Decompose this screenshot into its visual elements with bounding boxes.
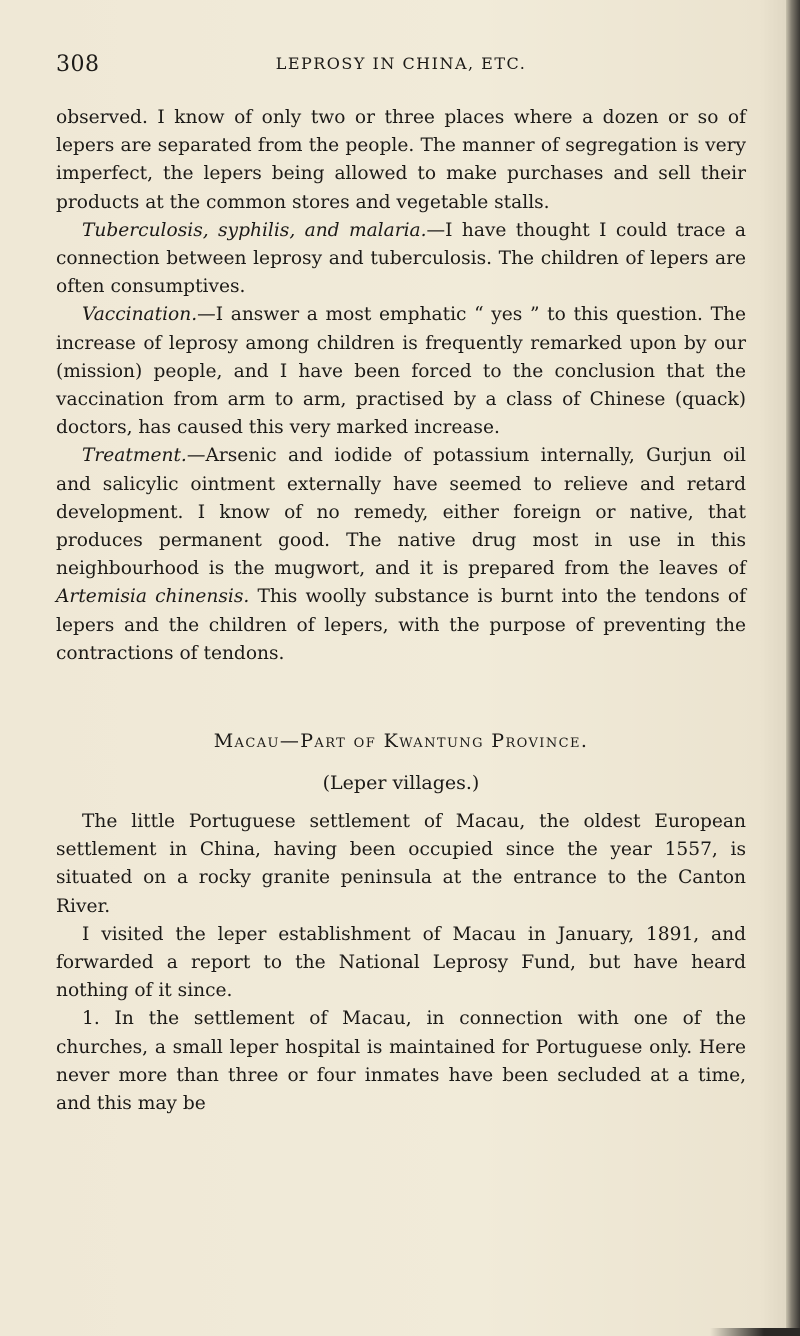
- page-header: [56, 52, 746, 88]
- page-body: [56, 104, 746, 1118]
- paragraph-text: —Arsenic and iodide of potassium internally, Gurjun oil and salicylic ointment externally have seemed to relieve and retard development. I know of no remedy, either foreign or native, that produces permanent good. The native drug most in use in this neighbourhood is the mugwort, and it is prepared from the leaves of: [56, 445, 746, 580]
- section-title: Macau—Part of Kwantung Province.: [213, 730, 589, 753]
- paragraph-text: This woolly substance is burnt into the tendons of lepers and the children of lepers, with the purpose of preventing the contractions of tendons.: [56, 586, 746, 664]
- paragraph-macau-hospital: 1. In the settlement of Macau, in connection with one of the churches, a small leper hospital is maintained for Portuguese only. Here never more than three or four inmates have been secluded at a time, and this may be: [56, 1008, 746, 1115]
- paragraph-text: observed. I know of only two or three places where a dozen or so of lepers are separated from the people. The manner of segregation is very imperfect, the lepers being allowed to make purchases and sell their products at the common stores and vegetable stalls.: [56, 107, 746, 213]
- paragraph-macau-intro: The little Portuguese settlement of Macau, the oldest European settlement in China, having been occupied since the year 1557, is situated on a rocky granite peninsula at the entrance to the Canton River.: [56, 811, 746, 917]
- paragraph-tuberculosis: [56, 217, 746, 302]
- paragraph-segregation: [56, 104, 746, 217]
- page-number: 308: [56, 52, 100, 77]
- paragraph-treatment: [56, 442, 746, 668]
- page-binding-edge: [786, 0, 800, 1336]
- running-head: LEPROSY IN CHINA, ETC.: [275, 54, 527, 73]
- paragraph-heading: Tuberculosis, syphilis, and malaria.: [82, 219, 427, 241]
- paragraph-text: —I have thought I could trace a connection between leprosy and tuberculosis. The children of lepers are often consumptives.: [56, 219, 746, 298]
- paragraph-heading: Vaccination.: [82, 304, 198, 326]
- paragraph-text: —I answer a most emphatic “ yes ” to this question. The increase of leprosy among children is frequently remarked upon by our (mission) people, and I have been forced to the conclusion that the vaccination from arm to arm, practised by a class of Chinese (quack) doctors, has caused this very marked increase.: [56, 304, 746, 439]
- page-corner-shadow: [710, 1328, 800, 1336]
- paragraph-macau-visit: I visited the leper establishment of Macau in January, 1891, and forwarded a report to the National Leprosy Fund, but have heard nothing of it since.: [56, 923, 746, 1002]
- section-subtitle: (Leper villages.): [322, 772, 480, 795]
- paragraph-heading: Treatment.: [82, 445, 187, 467]
- species-name: Artemisia chinensis.: [56, 586, 250, 608]
- paragraph-vaccination: [56, 301, 746, 442]
